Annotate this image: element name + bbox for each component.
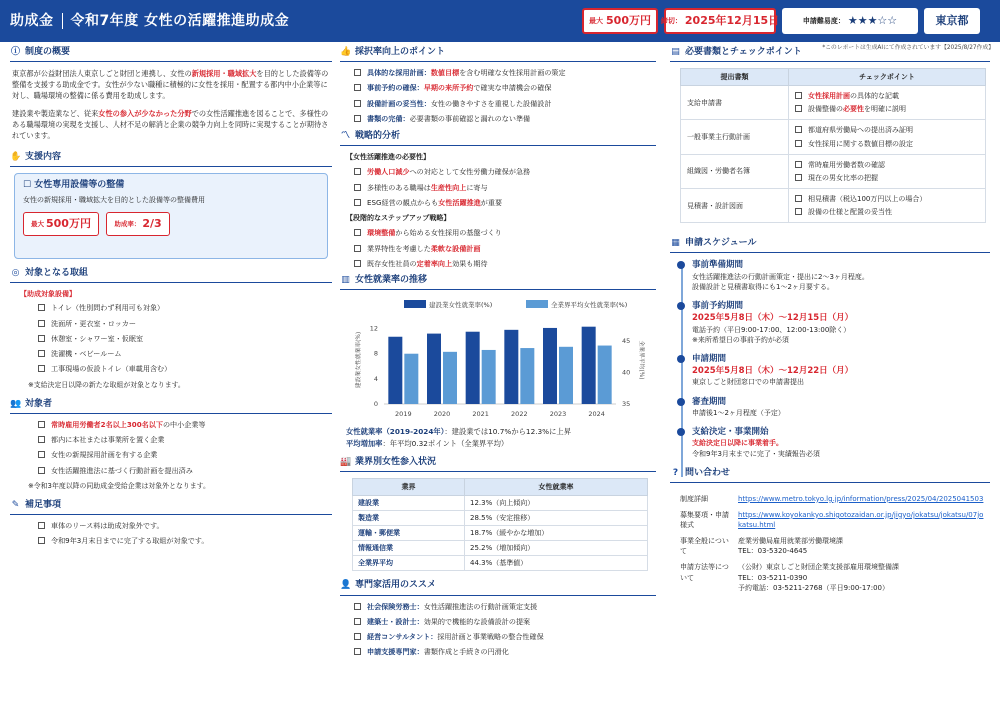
timeline-dot (677, 428, 685, 436)
checkbox-icon (795, 208, 802, 215)
list-item: 洗濯機・ベビールーム (38, 349, 332, 359)
checkbox-icon (795, 174, 802, 181)
docs-table: 提出書類 チェックポイント 支給申請書 女性採用計画の具体的な記載 設備整備の必要性を明確に説明 一般事業主行動計画 都道府県労働局への提出済み証明 女性採用に関する数値目標の設定 組織図・労働者名簿 常時雇用労働者数の確認 現在の男女比率の把握 見積書・設計図面 相見積書（税込100万円以上の場合） 設備の仕様と配置の妥当性 (680, 68, 986, 223)
expert-item: 建築士・設計士：効果的で機能的な設備設計の提案 (354, 617, 656, 627)
thumbs-up-icon: 👍 (340, 47, 352, 58)
point-item: 具体的な採用計画：数値目標を含む明確な女性採用計画の策定 (354, 68, 656, 78)
table-row: 製造業 28.5%（安定推移） (353, 510, 648, 525)
experts-list (340, 602, 656, 658)
strategy-item: ESG経営の観点からも女性活躍推進が重要 (354, 198, 656, 208)
expert-item: 申請支援専門家：書類作成と手続きの円滑化 (354, 647, 656, 657)
support-box-desc: 女性の新規採用・職域拡大を目的とした設備等の整備費用 (23, 196, 205, 205)
strategy-list-1 (340, 167, 656, 208)
list-item: トイレ（性別問わず利用可も対象） (38, 303, 332, 313)
handshake-icon: ✋ (10, 152, 22, 162)
doc-check-item: 女性採用計画の具体的な記載 (795, 91, 979, 101)
y-tick-left: 12 (369, 324, 378, 333)
point-item: 事前予約の確保：早期の来所予約で確実な申請機会の確保 (354, 83, 656, 93)
overview-heading: ⓘ 制度の概要 (10, 46, 332, 62)
bar-all-industry (598, 346, 612, 404)
contact-link[interactable]: https://www.koyokankyo.shigotozaidan.or.jp/jigyo/jokatsu/jokatsu/07jokatsu.html (738, 510, 984, 529)
checkbox-icon (38, 522, 45, 529)
points-heading: 👍 採択率向上のポイント (340, 46, 656, 62)
contact-link[interactable]: https://www.metro.tokyo.lg.jp/information/press/2025/04/2025041503 (738, 494, 984, 503)
timeline-item: 審査期間 申請後1〜2ヶ月程度（予定） (692, 396, 990, 418)
timeline-dot (677, 261, 685, 269)
trend-summary: 女性就業率（2019-2024年）：建設業では10.7%から12.3%に上昇 平均増加率：年平均0.32ポイント（全業界平均） (346, 427, 572, 448)
timeline-dot (677, 355, 685, 363)
trend-chart (340, 296, 656, 426)
table-row: 一般事業主行動計画 都道府県労働局への提出済み証明 女性採用に関する数値目標の設定 (681, 120, 986, 154)
legend-label: 建設業女性就業率(%) (429, 301, 493, 310)
bar-chart-icon: ▥ (341, 275, 350, 286)
strategy-item: 多様性のある職場は生産性向上に寄与 (354, 183, 656, 193)
timeline-dot (677, 398, 685, 406)
left-column (10, 46, 332, 551)
eligible-note: ※令和3年度以降の同助成金受給企業は対象外となります。 (28, 481, 210, 490)
contact-row: 申請方法等について （公財）東京しごと財団企業支援部雇用環境整備課 TEL：03-5211-0390 予約電話：03-5211-2768（平日9:00-17:00） (680, 563, 899, 592)
table-row: 全業界平均 44.3%（基準値） (353, 556, 648, 571)
list-item: 女性の新規採用計画を有する企業 (38, 450, 332, 460)
difficulty-stars: ★★★☆☆ (847, 14, 898, 28)
checkbox-icon (354, 69, 361, 76)
checkbox-icon (38, 537, 45, 544)
schedule-heading: ▦ 申請スケジュール (670, 237, 990, 253)
bar-all-industry (443, 352, 457, 404)
timeline-line (681, 263, 683, 477)
region-badge: 東京都 (924, 8, 980, 34)
right-column (670, 46, 990, 594)
expert-item: 経営コンサルタント：採用計画と事業戦略の整合性確保 (354, 632, 656, 642)
docs-heading: ▤ 必要書類とチェックポイント (670, 46, 990, 62)
timeline-item: 事前準備期間 女性活躍推進法の行動計画策定・提出に2〜3ヶ月程度。 設備設計と見積書取得にも1〜2ヶ月要する。 (692, 259, 990, 292)
strategy-sub-2: 【段階的なステップアップ戦略】 (346, 214, 451, 223)
doc-check-item: 相見積書（税込100万円以上の場合） (795, 194, 979, 204)
bar-construction (504, 330, 518, 404)
strategy-heading: 〽 戦略的分析 (340, 130, 656, 146)
legend-swatch (526, 300, 548, 308)
bar-construction (427, 334, 441, 404)
calendar-icon: ▦ (671, 238, 680, 249)
list-item: 都内に本社または事業所を置く企業 (38, 435, 332, 445)
list-item: 令和9年3月末日までに完了する取組が対象です。 (38, 536, 332, 546)
middle-column (340, 46, 656, 663)
category-label: 助成金 (10, 12, 54, 29)
support-box-title: ☐ 女性専用設備等の整備 (23, 180, 125, 191)
pencil-icon: ✎ (11, 499, 20, 510)
targets-heading: ◎ 対象となる取組 (10, 267, 332, 283)
supplement-heading: ✎ 補足事項 (10, 499, 332, 515)
doc-check-item: 設備の仕様と配置の妥当性 (795, 207, 979, 217)
bar-construction (388, 337, 402, 404)
checkbox-icon (354, 168, 361, 175)
checkbox-icon (354, 100, 361, 107)
checkbox-icon (354, 229, 361, 236)
targets-note: ※支給決定日以降の新たな取組が対象となります。 (28, 380, 185, 389)
checkbox-icon (38, 304, 45, 311)
checkbox-icon (354, 618, 361, 625)
checkbox-icon (38, 467, 45, 474)
checkbox-icon (354, 199, 361, 206)
contact-row: 募集要項・申請様式 https://www.koyokankyo.shigotozaidan.or.jp/jigyo/jokatsu/jokatsu/07jokatsu.html (680, 510, 984, 529)
checkbox-icon (795, 126, 802, 133)
targets-sub: 【助成対象設備】 (20, 290, 76, 299)
doc-check-item: 現在の男女比率の把握 (795, 173, 979, 183)
contact-row: 事業全般について 産業労働局雇用就業部労働環境課 TEL：03-5320-4645 (680, 537, 843, 556)
bar-all-industry (482, 350, 496, 404)
timeline-item: 支給決定・事業開始 支給決定日以降に事業着手。 令和9年3月末までに完了・実績報告必須 (692, 426, 990, 459)
contact-row: 制度詳細 https://www.metro.tokyo.lg.jp/information/press/2025/04/2025041503 (680, 494, 984, 503)
x-tick-label: 2022 (511, 410, 528, 419)
question-icon: ? (672, 467, 679, 478)
checkbox-icon (354, 115, 361, 122)
checkbox-icon (38, 365, 45, 372)
contact-table (676, 489, 988, 594)
experts-heading: 👤 専門家活用のススメ (340, 579, 656, 595)
page-header (0, 0, 1000, 42)
x-tick-label: 2020 (433, 410, 451, 419)
point-item: 書類の完備：必要書類の事前確認と漏れのない準備 (354, 114, 656, 124)
checkbox-icon (795, 140, 802, 147)
strategy-list-2 (340, 228, 656, 269)
checkbox-icon (795, 195, 802, 202)
factory-icon: 🏭 (340, 456, 352, 467)
list-item: 洗面所・更衣室・ロッカー (38, 319, 332, 329)
eligible-heading: 👥 対象者 (10, 398, 332, 414)
table-row: 見積書・設計図面 相見積書（税込100万円以上の場合） 設備の仕様と配置の妥当性 (681, 189, 986, 223)
support-max-pill: 最大 500万円 (23, 212, 99, 236)
ai-generated-note: *このレポートは生成AIにて作成されています【2025/8/27作成】 (822, 45, 994, 51)
table-row: 組織図・労働者名簿 常時雇用労働者数の確認 現在の男女比率の把握 (681, 154, 986, 188)
checkbox-icon (354, 633, 361, 640)
timeline-item: 申請期間 2025年5月8日（木）〜12月22日（月） 東京しごと財団窓口での申請書提出 (692, 353, 990, 388)
document-icon: ▤ (671, 47, 680, 58)
checkbox-icon (38, 350, 45, 357)
checkbox-icon (354, 603, 361, 610)
checkbox-icon (795, 92, 802, 99)
y-tick-right: 35 (622, 400, 631, 409)
y-axis-label-right: 全業界平均(%) (638, 340, 644, 380)
strategy-item: 環境整備から始める女性採用の基盤づくり (354, 228, 656, 238)
overview-paragraph-2: 建設業や製造業など、従来女性の参入が少なかった分野での女性活躍推進を図ることで、多様性のある職場環境の実現を支援し、人材不足の解消と企業の競争力向上を同時に実現することが期待されています。 (12, 108, 329, 140)
overview-paragraph-1: 東京都が公益財団法人東京しごと財団と連携し、女性の新規採用・職域拡大を目的とした設備等の整備を支援する助成金です。女性が少ない職種に積極的に女性を採用・配置する都内中小企業等に対し、職場環境の整備に係る費用を助成します。 (12, 69, 329, 101)
legend-label: 全業界平均女性就業率(%) (551, 301, 628, 310)
legend-swatch (404, 300, 426, 308)
industry-heading: 🏭 業界別女性参入状況 (340, 456, 656, 472)
checkbox-icon (354, 260, 361, 267)
targets-list (10, 303, 332, 374)
list-item: 常時雇用労働者2名以上300名以下の中小企業等 (38, 420, 332, 430)
trend-heading: ▥ 女性就業率の推移 (340, 274, 656, 290)
bar-construction (543, 328, 557, 404)
difficulty-badge: 申請難易度： ★★★☆☆ (782, 8, 918, 34)
y-tick-left: 4 (373, 375, 378, 384)
checkbox-icon (354, 184, 361, 191)
checkbox-icon (38, 436, 45, 443)
industry-table: 業界 女性就業率 建設業 12.3%（向上傾向） 製造業 28.5%（安定推移） 運輸・郵便業 18.7%（緩やかな増加） 情報通信業 25.2%（増加傾向） 全業界平均 44.3%（基準値） (352, 478, 648, 572)
eligible-list (10, 420, 332, 476)
checkbox-icon (38, 320, 45, 327)
strategy-item: 業界特性を考慮した柔軟な設備計画 (354, 244, 656, 254)
bar-all-industry (520, 348, 534, 404)
target-icon: ◎ (11, 268, 20, 279)
checkbox-icon (354, 84, 361, 91)
strategy-item: 既存女性社員の定着率向上効果も期待 (354, 259, 656, 269)
schedule-timeline (670, 259, 990, 458)
people-icon: 👥 (10, 398, 22, 409)
doc-check-item: 常時雇用労働者数の確認 (795, 160, 979, 170)
y-tick-right: 45 (622, 337, 631, 346)
checkbox-icon (354, 245, 361, 252)
deadline-badge: 締切： 2025年12月15日 (664, 8, 776, 34)
table-row: 支給申請書 女性採用計画の具体的な記載 設備整備の必要性を明確に説明 (681, 86, 986, 120)
timeline-item: 事前予約期間 2025年5月8日（木）〜12月15日（月） 電話予約（平日9:00-17:00、12:00-13:00除く） ※来所希望日の事前予約が必須 (692, 300, 990, 345)
support-box (14, 173, 328, 259)
x-tick-label: 2021 (472, 410, 489, 419)
list-item: 工事現場の仮設トイレ（車載用含む） (38, 364, 332, 374)
max-amount-badge: 最大 500万円 (582, 8, 658, 34)
point-item: 設備計画の妥当性：女性の働きやすさを重視した設備設計 (354, 99, 656, 109)
bar-all-industry (404, 354, 418, 404)
bar-construction (582, 327, 596, 404)
x-tick-label: 2023 (549, 410, 567, 419)
title-divider (62, 13, 63, 29)
checkbox-icon (38, 421, 45, 428)
y-tick-right: 40 (622, 368, 631, 377)
x-tick-label: 2019 (395, 410, 412, 419)
checkbox-icon (354, 648, 361, 655)
y-tick-left: 8 (373, 349, 378, 358)
list-item: 休憩室・シャワー室・仮眠室 (38, 334, 332, 344)
bar-construction (466, 332, 480, 404)
checkbox-icon (795, 105, 802, 112)
expert-item: 社会保険労務士：女性活躍推進法の行動計画策定支援 (354, 602, 656, 612)
strategy-sub-1: 【女性活躍推進の必要性】 (346, 153, 430, 162)
checkbox-icon (38, 335, 45, 342)
table-row: 情報通信業 25.2%（増加傾向） (353, 541, 648, 556)
table-row: 建設業 12.3%（向上傾向） (353, 495, 648, 510)
person-icon: 👤 (340, 580, 352, 591)
doc-check-item: 設備整備の必要性を明確に説明 (795, 104, 979, 114)
info-icon: ⓘ (10, 47, 20, 58)
list-item: 女性活躍推進法に基づく行動計画を提出済み (38, 466, 332, 476)
timeline-dot (677, 302, 685, 310)
support-heading: ✋ 支援内容 (10, 151, 332, 167)
bar-all-industry (559, 347, 573, 404)
trend-chart-svg (340, 296, 656, 426)
points-list (340, 68, 656, 124)
x-tick-label: 2024 (588, 410, 605, 419)
table-row: 運輸・郵便業 18.7%（緩やかな増加） (353, 526, 648, 541)
doc-check-item: 女性採用に関する数値目標の設定 (795, 139, 979, 149)
page-title: 令和7年度 女性の活躍推進助成金 (70, 12, 290, 29)
y-tick-left: 0 (373, 400, 378, 409)
list-item: 車体のリース料は助成対象外です。 (38, 521, 332, 531)
checkbox-icon (38, 451, 45, 458)
doc-check-item: 都道府県労働局への提出済み証明 (795, 125, 979, 135)
supplement-list (10, 521, 332, 547)
checkbox-icon (795, 161, 802, 168)
y-axis-label-left: 建設業女性就業率(%) (356, 332, 362, 389)
strategy-item: 労働人口減少への対応として女性労働力確保が急務 (354, 167, 656, 177)
contact-heading: ? 問い合わせ (670, 467, 990, 483)
support-rate-pill: 助成率： 2/3 (106, 212, 169, 236)
chart-line-icon: 〽 (340, 131, 350, 142)
